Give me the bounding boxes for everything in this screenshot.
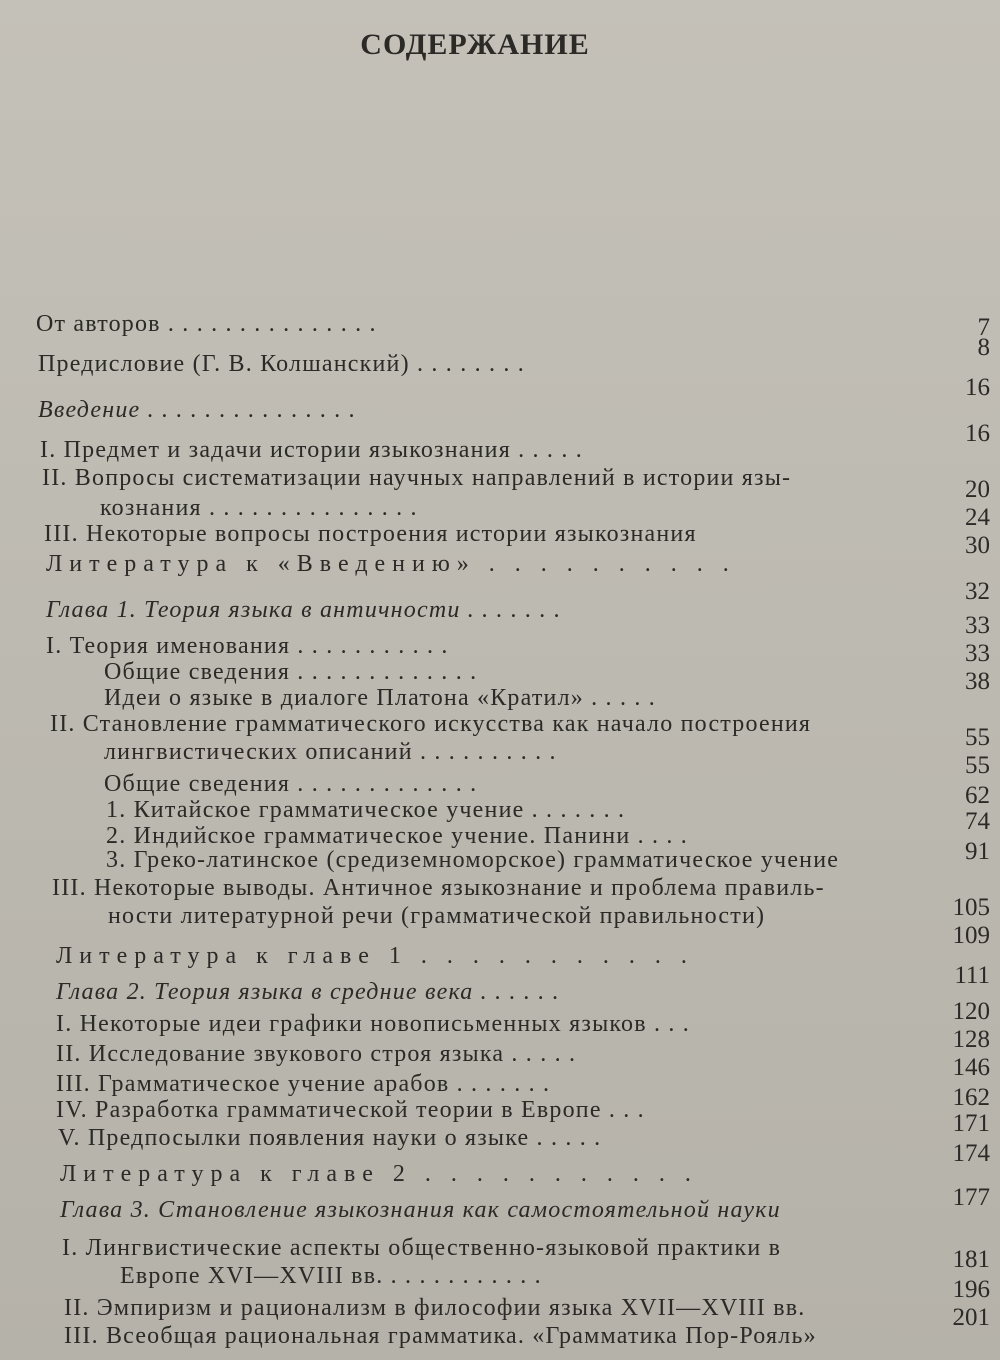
page-number: 128 xyxy=(952,1026,990,1053)
toc-entry: III. Некоторые выводы. Античное языкознание и проблема правиль- xyxy=(52,875,825,901)
toc-entry: II. Исследование звукового строя языка . . . . . xyxy=(56,1041,577,1067)
page-number: 105 xyxy=(952,894,990,921)
toc-entry: I. Теория именования . . . . . . . . . . . xyxy=(46,633,449,659)
toc-entry: ности литературной речи (грамматической правильности) xyxy=(108,903,766,929)
toc-entry: Идеи о языке в диалоге Платона «Кратил» . . . . . xyxy=(104,685,656,711)
toc-entry: 1. Китайское грамматическое учение . . . . . . . xyxy=(106,797,626,823)
page-number: 174 xyxy=(952,1140,990,1167)
toc-entry: Общие сведения . . . . . . . . . . . . . xyxy=(104,771,478,797)
toc-entry: III. Грамматическое учение арабов . . . . . . . xyxy=(56,1071,551,1097)
toc-entry: Литература к «Введению» . . . . . . . . . . xyxy=(46,551,736,577)
page-number: 8 xyxy=(977,334,990,361)
toc-entry: I. Предмет и задачи истории языкознания . . . . . xyxy=(40,437,583,463)
page-number: 111 xyxy=(954,962,990,989)
page-number: 181 xyxy=(952,1246,990,1273)
page-number: 74 xyxy=(965,808,990,835)
page-number: 32 xyxy=(965,578,990,605)
toc-entry: I. Некоторые идеи графики новописьменных языков . . . xyxy=(56,1011,690,1037)
page-number: 33 xyxy=(965,612,990,639)
page-number: 16 xyxy=(965,374,990,401)
toc-entry: Европе XVI—XVIII вв. . . . . . . . . . . . xyxy=(120,1263,542,1289)
page-number: 30 xyxy=(965,532,990,559)
page-number: 20 xyxy=(965,476,990,503)
toc-entry: II. Вопросы систематизации научных направлений в истории язы- xyxy=(42,465,792,491)
toc-entry: IV. Разработка грамматической теории в Европе . . . xyxy=(56,1097,645,1123)
toc-entry: II. Эмпиризм и рационализм в философии языка XVII—XVIII вв. xyxy=(64,1295,806,1321)
toc-entry: Глава 1. Теория языка в античности . . . . . . . xyxy=(46,597,562,623)
page-number: 91 xyxy=(965,838,990,865)
page-number: 120 xyxy=(952,998,990,1025)
page-number: 7 xyxy=(977,314,990,341)
page-number: 196 xyxy=(952,1276,990,1303)
toc-entry: кознания . . . . . . . . . . . . . . . xyxy=(100,495,418,521)
page-number: 55 xyxy=(965,724,990,751)
page-number: 201 xyxy=(952,1304,990,1331)
page-number: 171 xyxy=(952,1110,990,1137)
page-number: 16 xyxy=(965,420,990,447)
toc-entry: Литература к главе 2 . . . . . . . . . . . xyxy=(60,1161,698,1187)
page-number: 33 xyxy=(965,640,990,667)
page-number: 162 xyxy=(952,1084,990,1111)
toc-entry: 3. Греко-латинское (средиземноморское) грамматическое учение xyxy=(106,847,840,873)
toc-entry: 2. Индийское грамматическое учение. Панини . . . . xyxy=(106,823,688,849)
toc-entry: III. Всеобщая рациональная грамматика. «Грамматика Пор-Рояль» xyxy=(64,1323,817,1349)
toc-entry: Введение . . . . . . . . . . . . . . . xyxy=(38,397,357,423)
page-number: 55 xyxy=(965,752,990,779)
toc-entry: Предисловие (Г. В. Колшанский) . . . . . . . . xyxy=(38,351,525,377)
toc-entry: V. Предпосылки появления науки о языке . . . . . xyxy=(58,1125,602,1151)
toc-entry: Глава 3. Становление языкознания как самостоятельной науки xyxy=(60,1197,781,1223)
page-number: 24 xyxy=(965,504,990,531)
toc-entry: Глава 2. Теория языка в средние века . . . . . . xyxy=(56,979,560,1005)
toc-entry: II. Становление грамматического искусства как начало построения xyxy=(50,711,812,737)
page-number: 146 xyxy=(952,1054,990,1081)
page-number: 38 xyxy=(965,668,990,695)
toc-entry: лингвистических описаний . . . . . . . . . . xyxy=(104,739,557,765)
toc-entry: Общие сведения . . . . . . . . . . . . . xyxy=(104,659,478,685)
page-number: 62 xyxy=(965,782,990,809)
page-title: СОДЕРЖАНИЕ xyxy=(360,28,590,61)
toc-entry: III. Некоторые вопросы построения истории языкознания xyxy=(44,521,697,547)
toc-entry: I. Лингвистические аспекты общественно-языковой практики в xyxy=(62,1235,782,1261)
toc-entry: Литература к главе 1 . . . . . . . . . . . xyxy=(56,943,694,969)
toc-entry: От авторов . . . . . . . . . . . . . . . xyxy=(36,311,377,337)
page-number: 177 xyxy=(952,1184,990,1211)
page-number: 109 xyxy=(952,922,990,949)
